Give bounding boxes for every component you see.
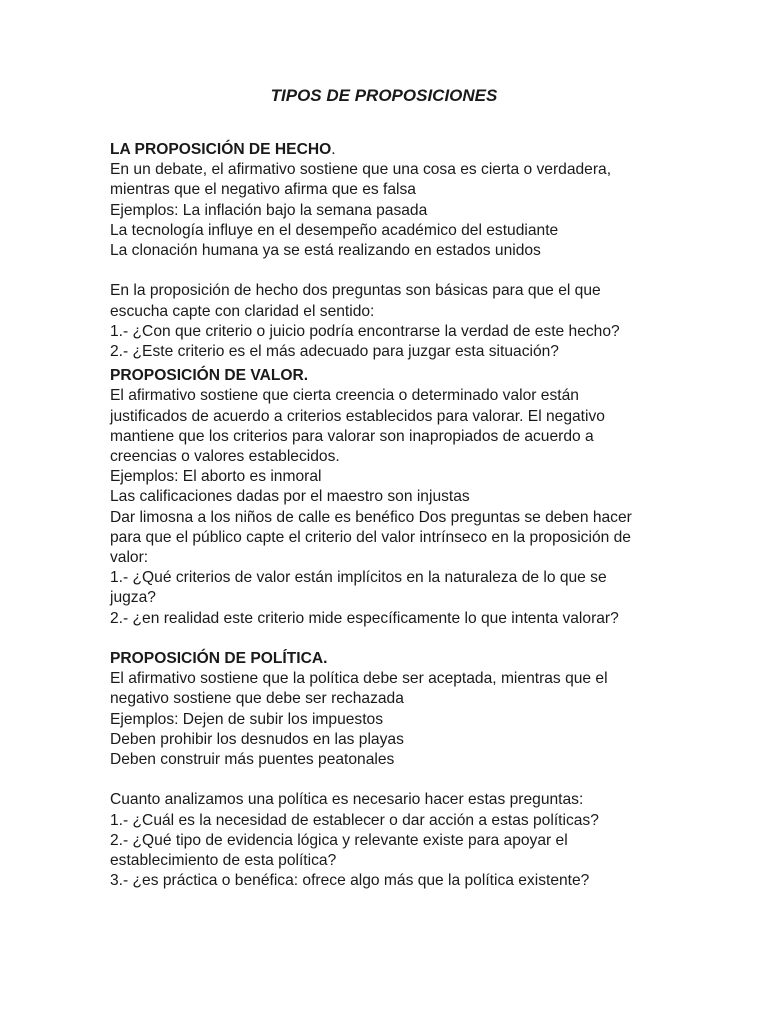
paragraph-line: Deben prohibir los desnudos en las playas [110,730,404,748]
paragraph-line: En la proposición de hecho dos preguntas son básicas para que el que [110,282,601,300]
paragraph-line: Deben construir más puentes peatonales [110,751,395,769]
question-line: 1.- ¿Con que criterio o juicio podría encontrarse la verdad de este hecho? [110,322,620,340]
paragraph-line: Ejemplos: La inflación bajo la semana pasada [110,201,428,219]
question-line: 3.- ¿es práctica o benéfica: ofrece algo más que la política existente? [110,872,590,890]
section-heading-valor: PROPOSICIÓN DE VALOR. [110,367,309,385]
paragraph-line: justificados de acuerdo a criterios establecidos para valorar. El negativo [110,407,605,425]
paragraph-spacer [110,629,710,649]
question-line: 1.- ¿Cuál es la necesidad de establecer o dar acción a estas políticas? [110,811,599,829]
paragraph-line: El afirmativo sostiene que cierta creencia o determinado valor están [110,387,579,405]
paragraph-line: escucha capte con claridad el sentido: [110,302,375,320]
paragraph-line: valor: [110,549,149,567]
paragraph-line: para que el público capte el criterio del valor intrínseco en la proposición de [110,528,631,546]
document-body [110,140,710,891]
question-line: jugza? [110,589,156,607]
paragraph-line: Dar limosna a los niños de calle es benéfico Dos preguntas se deben hacer [110,508,632,526]
document-title: TIPOS DE PROPOSICIONES [270,86,498,105]
paragraph-line: Cuanto analizamos una política es necesario hacer estas preguntas: [110,791,584,809]
section-heading-hecho-period: . [331,141,336,158]
paragraph-line: La tecnología influye en el desempeño académico del estudiante [110,221,559,239]
paragraph-line: Las calificaciones dadas por el maestro son injustas [110,488,470,506]
question-line: establecimiento de esta política? [110,852,337,870]
section-heading-hecho-text: LA PROPOSICIÓN DE HECHO [110,141,332,158]
section-heading-hecho [110,140,710,160]
paragraph-line: Ejemplos: Dejen de subir los impuestos [110,710,384,728]
paragraph-spacer [110,261,710,281]
question-line: 2.- ¿Qué tipo de evidencia lógica y relevante existe para apoyar el [110,831,568,849]
section-heading-politica: PROPOSICIÓN DE POLÍTICA. [110,650,328,668]
paragraph-line: creencias o valores establecidos. [110,448,340,466]
paragraph-spacer [110,770,710,790]
question-line: 2.- ¿Este criterio es el más adecuado para juzgar esta situación? [110,343,559,361]
paragraph-line: En un debate, el afirmativo sostiene que una cosa es cierta o verdadera, [110,161,612,179]
paragraph-line: Ejemplos: El aborto es inmoral [110,468,322,486]
question-line: 1.- ¿Qué criterios de valor están implícitos en la naturaleza de lo que se [110,569,607,587]
question-line: 2.- ¿en realidad este criterio mide específicamente lo que intenta valorar? [110,609,619,627]
paragraph-line: negativo sostiene que debe ser rechazada [110,690,404,708]
paragraph-line: mientras que el negativo afirma que es falsa [110,181,416,199]
paragraph-line: El afirmativo sostiene que la política debe ser aceptada, mientras que el [110,670,608,688]
paragraph-line: mantiene que los criterios para valorar son inapropiados de acuerdo a [110,427,594,445]
paragraph-line: La clonación humana ya se está realizando en estados unidos [110,242,541,260]
